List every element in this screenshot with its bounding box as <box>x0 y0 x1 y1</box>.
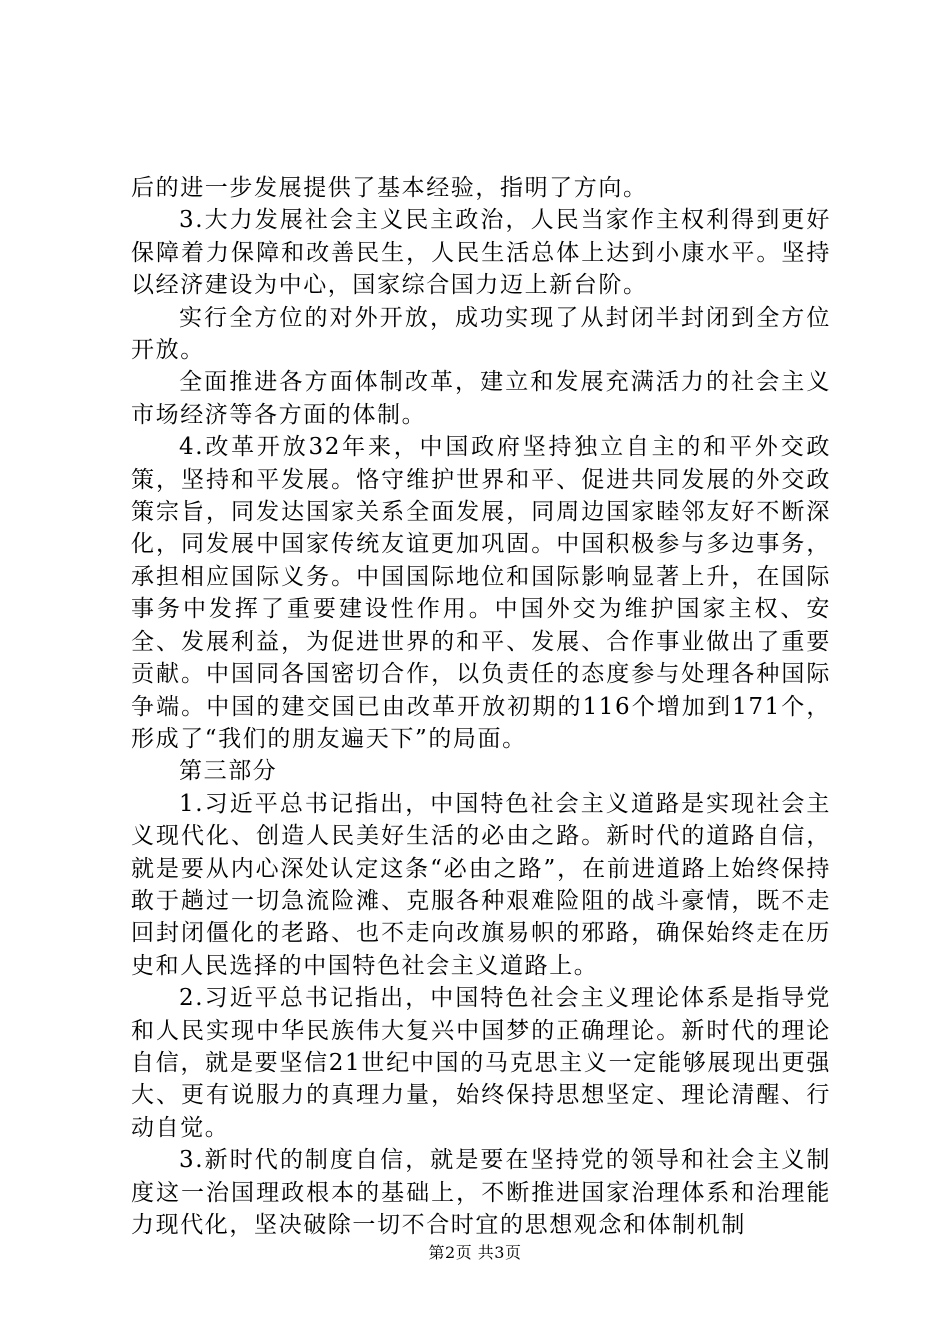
page-number-label: 第2页 共3页 <box>428 1243 522 1262</box>
paragraph-point-3-democracy: 3.大力发展社会主义民主政治，人民当家作主权利得到更好保障着力保障和改善民生，人民生活总体上达到小康水平。坚持以经济建设为中心，国家综合国力迈上新台阶。 <box>131 207 831 299</box>
document-body <box>131 172 831 1241</box>
paragraph-point-4-diplomacy: 4.改革开放32年来，中国政府坚持独立自主的和平外交政策，坚持和平发展。恪守维护世界和平、促进共同发展的外交政策宗旨，同发达国家关系全面发展，同周边国家睦邻友好不断深化，同发展中国家传统友谊更加巩固。中国积极参与多边事务，承担相应国际义务。中国国际地位和国际影响显著上升，在国际事务中发挥了重要建设性作用。中国外交为维护国家主权、安全、发展利益，为促进世界的和平、发展、合作事业做出了重要贡献。中国同各国密切合作，以负责任的态度参与处理各种国际争端。中国的建交国已由改革开放初期的116个增加到171个，形成了“我们的朋友遍天下”的局面。 <box>131 434 831 752</box>
paragraph-continuation: 后的进一步发展提供了基本经验，指明了方向。 <box>131 175 648 201</box>
paragraph-theory-confidence: 2.习近平总书记指出，中国特色社会主义理论体系是指导党和人民实现中华民族伟大复兴中国梦的正确理论。新时代的理论自信，就是要坚信21世纪中国的马克思主义一定能够展现出更强大、更有说服力的真理力量，始终保持思想坚定、理论清醒、行动自觉。 <box>131 985 831 1141</box>
paragraph-path-confidence: 1.习近平总书记指出，中国特色社会主义道路是实现社会主义现代化、创造人民美好生活的必由之路。新时代的道路自信，就是要从内心深处认定这条“必由之路”，在前进道路上始终保持敢于趟过一切急流险滩、克服各种艰难险阻的战斗豪情，既不走回封闭僵化的老路、也不走向改旗易帜的邪路，确保始终走在历史和人民选择的中国特色社会主义道路上。 <box>131 790 831 979</box>
paragraph-reform: 全面推进各方面体制改革，建立和发展充满活力的社会主义市场经济等各方面的体制。 <box>131 369 831 428</box>
page-footer <box>0 1243 950 1263</box>
paragraph-opening-up: 实行全方位的对外开放，成功实现了从封闭半封闭到全方位开放。 <box>131 304 831 364</box>
section-heading-part-three: 第三部分 <box>179 758 278 785</box>
paragraph-system-confidence: 3.新时代的制度自信，就是要在坚持党的领导和社会主义制度这一治国理政根本的基础上，不断推进国家治理体系和治理能力现代化，坚决破除一切不合时宜的思想观念和体制机制 <box>131 1147 831 1238</box>
